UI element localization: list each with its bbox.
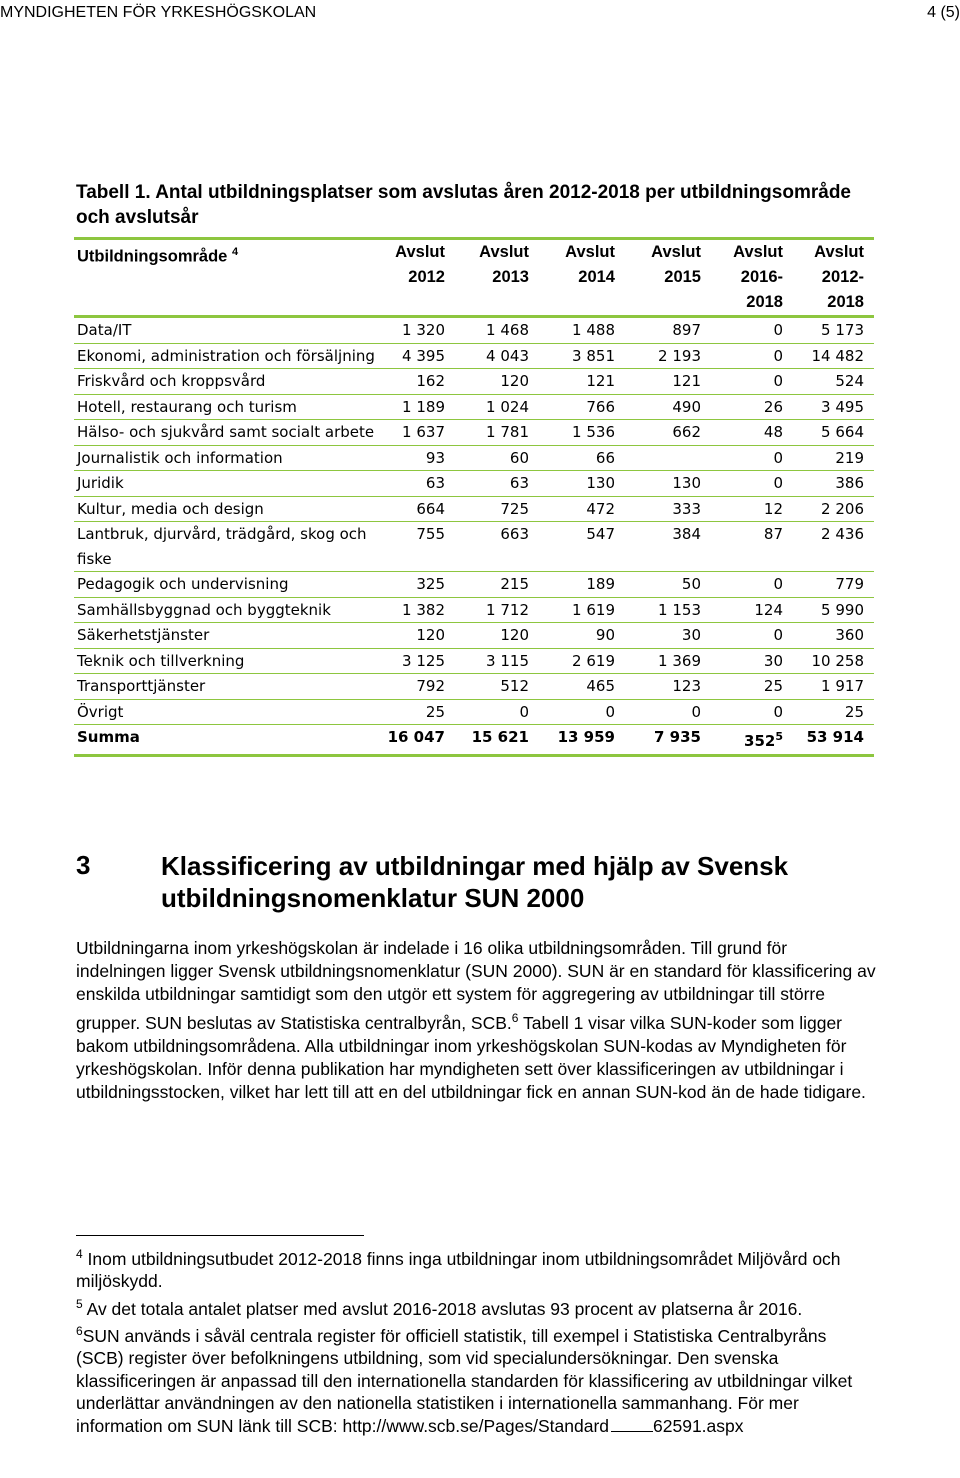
- cell-2013: 725: [455, 496, 539, 522]
- cell-total: 1 917: [793, 674, 874, 700]
- cell-2016-2018: 87: [711, 522, 793, 572]
- sum-2016-2018: $352^5$: [711, 725, 793, 756]
- cell-2014: 90: [539, 623, 625, 649]
- cell-2016-2018: 0: [711, 699, 793, 725]
- body-paragraph: Utbildningarna inom yrkeshögskolan är indelade i 16 olika utbildningsområden. Till grund för indelningen ligger Svensk utbildningsnomenklatur (SUN 2000). SUN är en standard för klassificering av enskilda utbildningar samtidigt som den utgör ett system för aggregering av utbildningar till större grupper. SUN beslutas av Statistiska centralbyrån, SCB.$^6$ Tabell 1 visar vilka SUN-koder som ligger bakom utbildningsområdena. Alla utbildningar inom yrkeshögskolan SUN-kodas av Myndigheten för yrkeshögskolan. Inför denna publikation har myndigheten sett över klassificeringen av utbildningar i utbildningsstocken, vilket har lett till att en del utbildningar fick en annan SUN-kod än de hade tidigare.: [76, 938, 876, 1103]
- cell-2016-2018: 48: [711, 420, 793, 446]
- cell-2013: 1 712: [455, 597, 539, 623]
- cell-2012: 1 382: [376, 597, 455, 623]
- cell-2012: 120: [376, 623, 455, 649]
- table-row: [74, 496, 874, 522]
- table-row: [74, 343, 874, 369]
- cell-2016-2018: 0: [711, 343, 793, 369]
- cell-2015: 490: [625, 394, 711, 420]
- table-row: [74, 317, 874, 344]
- cell-2012: 4 395: [376, 343, 455, 369]
- cell-2012: 792: [376, 674, 455, 700]
- footnotes: [76, 1243, 876, 1437]
- cell-2014: 547: [539, 522, 625, 572]
- cell-2013: 215: [455, 572, 539, 598]
- cell-area: Hotell, restaurang och turism: [74, 394, 376, 420]
- sum-2013: 15 621: [455, 725, 539, 756]
- cell-2015: 1 369: [625, 648, 711, 674]
- statistics-table: [74, 237, 874, 757]
- footnote-ref-5: 5: [775, 730, 783, 743]
- table-body: [74, 317, 874, 756]
- cell-2013: 0: [455, 699, 539, 725]
- table-row: [74, 648, 874, 674]
- cell-total: 14 482: [793, 343, 874, 369]
- cell-2014: 1 619: [539, 597, 625, 623]
- cell-area: Pedagogik och undervisning: [74, 572, 376, 598]
- cell-total: 386: [793, 471, 874, 497]
- cell-2013: 120: [455, 369, 539, 395]
- table-sum-row: [74, 725, 874, 756]
- cell-2016-2018: 124: [711, 597, 793, 623]
- cell-area: Juridik: [74, 471, 376, 497]
- table-header: [74, 239, 874, 317]
- table-row: [74, 445, 874, 471]
- cell-total: 25: [793, 699, 874, 725]
- cell-2016-2018: 25: [711, 674, 793, 700]
- table-caption: Tabell 1. Antal utbildningsplatser som avslutas åren 2012-2018 per utbildningsområde och avslutsår: [76, 182, 851, 228]
- page-number: 4 (5): [927, 4, 960, 21]
- cell-area: Kultur, media och design: [74, 496, 376, 522]
- cell-2012: 664: [376, 496, 455, 522]
- page-header: [0, 0, 960, 26]
- header-2013: Avslut 2013: [479, 243, 529, 286]
- sum-total: 53 914: [793, 725, 874, 756]
- link-underline-gap: [611, 1415, 653, 1432]
- cell-2015: [625, 445, 711, 471]
- cell-area: Transporttjänster: [74, 674, 376, 700]
- cell-2014: 66: [539, 445, 625, 471]
- cell-total: 219: [793, 445, 874, 471]
- cell-2016-2018: 0: [711, 317, 793, 344]
- cell-2016-2018: 12: [711, 496, 793, 522]
- cell-2013: 1 781: [455, 420, 539, 446]
- cell-2015: 30: [625, 623, 711, 649]
- sum-2014: 13 959: [539, 725, 625, 756]
- cell-2016-2018: 0: [711, 445, 793, 471]
- sum-2015: 7 935: [625, 725, 711, 756]
- cell-2013: 1 024: [455, 394, 539, 420]
- cell-2014: 130: [539, 471, 625, 497]
- cell-2013: 120: [455, 623, 539, 649]
- cell-2012: 25: [376, 699, 455, 725]
- table-row: [74, 597, 874, 623]
- cell-2013: 3 115: [455, 648, 539, 674]
- cell-2015: 333: [625, 496, 711, 522]
- cell-2015: 123: [625, 674, 711, 700]
- cell-2014: 2 619: [539, 648, 625, 674]
- footnote-ref-4: 4: [231, 246, 239, 258]
- cell-2014: 121: [539, 369, 625, 395]
- header-area: Utbildningsområde $^4$: [77, 246, 239, 266]
- cell-2013: 512: [455, 674, 539, 700]
- footnote-4: $^4$ Inom utbildningsutbudet 2012-2018 finns inga utbildningar inom utbildningsområdet Miljövård och miljöskydd.: [76, 1247, 841, 1292]
- cell-2012: 1 189: [376, 394, 455, 420]
- cell-total: 5 664: [793, 420, 874, 446]
- cell-2013: 60: [455, 445, 539, 471]
- cell-2012: 1 637: [376, 420, 455, 446]
- cell-total: 2 436: [793, 522, 874, 572]
- table-row: [74, 522, 874, 572]
- cell-area: Teknik och tillverkning: [74, 648, 376, 674]
- table-header-row: [74, 239, 874, 317]
- cell-2016-2018: 0: [711, 471, 793, 497]
- cell-total: 360: [793, 623, 874, 649]
- cell-area: Lantbruk, djurvård, trädgård, skog och fiske: [74, 522, 376, 572]
- cell-area: Övrigt: [74, 699, 376, 725]
- cell-2015: 662: [625, 420, 711, 446]
- cell-2014: 1 536: [539, 420, 625, 446]
- footnote-ref-6: 6: [511, 1010, 519, 1025]
- cell-2013: 63: [455, 471, 539, 497]
- cell-area: Friskvård och kroppsvård: [74, 369, 376, 395]
- cell-2014: 189: [539, 572, 625, 598]
- cell-total: 5 173: [793, 317, 874, 344]
- cell-area: Ekonomi, administration och försäljning: [74, 343, 376, 369]
- cell-area: Data/IT: [74, 317, 376, 344]
- header-2012: Avslut 2012: [395, 243, 445, 286]
- cell-area: Journalistik och information: [74, 445, 376, 471]
- cell-2016-2018: 0: [711, 369, 793, 395]
- cell-2015: 2 193: [625, 343, 711, 369]
- header-2016-2018: Avslut 2016- 2018: [733, 243, 783, 311]
- cell-2016-2018: 26: [711, 394, 793, 420]
- cell-area: Säkerhetstjänster: [74, 623, 376, 649]
- table-row: [74, 394, 874, 420]
- table-row: [74, 572, 874, 598]
- cell-2015: 897: [625, 317, 711, 344]
- cell-area: Samhällsbyggnad och byggteknik: [74, 597, 376, 623]
- header-2014: Avslut 2014: [565, 243, 615, 286]
- section-title: Klassificering av utbildningar med hjälp av Svensk utbildningsnomenklatur SUN 2000: [161, 851, 789, 913]
- table-row: [74, 420, 874, 446]
- cell-2012: 755: [376, 522, 455, 572]
- cell-2012: 93: [376, 445, 455, 471]
- cell-total: 10 258: [793, 648, 874, 674]
- cell-total: 5 990: [793, 597, 874, 623]
- organization-name: MYNDIGHETEN FÖR YRKESHÖGSKOLAN: [0, 4, 317, 21]
- sum-label: Summa: [74, 725, 376, 756]
- cell-2015: 384: [625, 522, 711, 572]
- cell-2014: 3 851: [539, 343, 625, 369]
- table-row: [74, 674, 874, 700]
- cell-total: 524: [793, 369, 874, 395]
- cell-area: Hälso- och sjukvård samt socialt arbete: [74, 420, 376, 446]
- cell-total: 2 206: [793, 496, 874, 522]
- cell-2016-2018: 30: [711, 648, 793, 674]
- cell-2014: 766: [539, 394, 625, 420]
- cell-2016-2018: 0: [711, 623, 793, 649]
- header-2015: Avslut 2015: [651, 243, 701, 286]
- table-row: [74, 699, 874, 725]
- cell-2016-2018: 0: [711, 572, 793, 598]
- footnote-6-link-end[interactable]: 62591.aspx: [653, 1415, 744, 1436]
- cell-2013: 1 468: [455, 317, 539, 344]
- cell-2014: 472: [539, 496, 625, 522]
- cell-2012: 63: [376, 471, 455, 497]
- cell-total: 3 495: [793, 394, 874, 420]
- cell-2015: 50: [625, 572, 711, 598]
- section-number: 3: [76, 850, 91, 880]
- cell-2014: 0: [539, 699, 625, 725]
- cell-2015: 130: [625, 471, 711, 497]
- cell-2015: 121: [625, 369, 711, 395]
- cell-2012: 162: [376, 369, 455, 395]
- footnote-6: $^6$SUN används i såväl centrala register för officiell statistik, till exempel i Statistiska Centralbyråns (SCB) register över befolkningens utbildning, som vid specialundersökningar. Den svenska klassificeringen är anpassad till den internationella standarden för klassificering av utbildningar vilket underlättar användningen av den nationella statistiken i internationella sammanhang. För mer information om SUN länk till SCB: http://www.scb.se/Pages/Standard 62591.aspx: [76, 1324, 853, 1436]
- cell-2013: 663: [455, 522, 539, 572]
- sum-2012: 16 047: [376, 725, 455, 756]
- cell-2013: 4 043: [455, 343, 539, 369]
- header-total: Avslut 2012-2018: [814, 243, 864, 311]
- table-row: [74, 369, 874, 395]
- footnote-separator: [76, 1235, 364, 1236]
- table-row: [74, 471, 874, 497]
- cell-2014: 1 488: [539, 317, 625, 344]
- cell-2015: 1 153: [625, 597, 711, 623]
- cell-2012: 1 320: [376, 317, 455, 344]
- table-row: [74, 623, 874, 649]
- cell-2015: 0: [625, 699, 711, 725]
- cell-total: 779: [793, 572, 874, 598]
- cell-2012: 325: [376, 572, 455, 598]
- cell-2014: 465: [539, 674, 625, 700]
- footnote-5: $^5$ Av det totala antalet platser med avslut 2016-2018 avslutas 93 procent av platserna år 2016.: [76, 1296, 803, 1319]
- cell-2012: 3 125: [376, 648, 455, 674]
